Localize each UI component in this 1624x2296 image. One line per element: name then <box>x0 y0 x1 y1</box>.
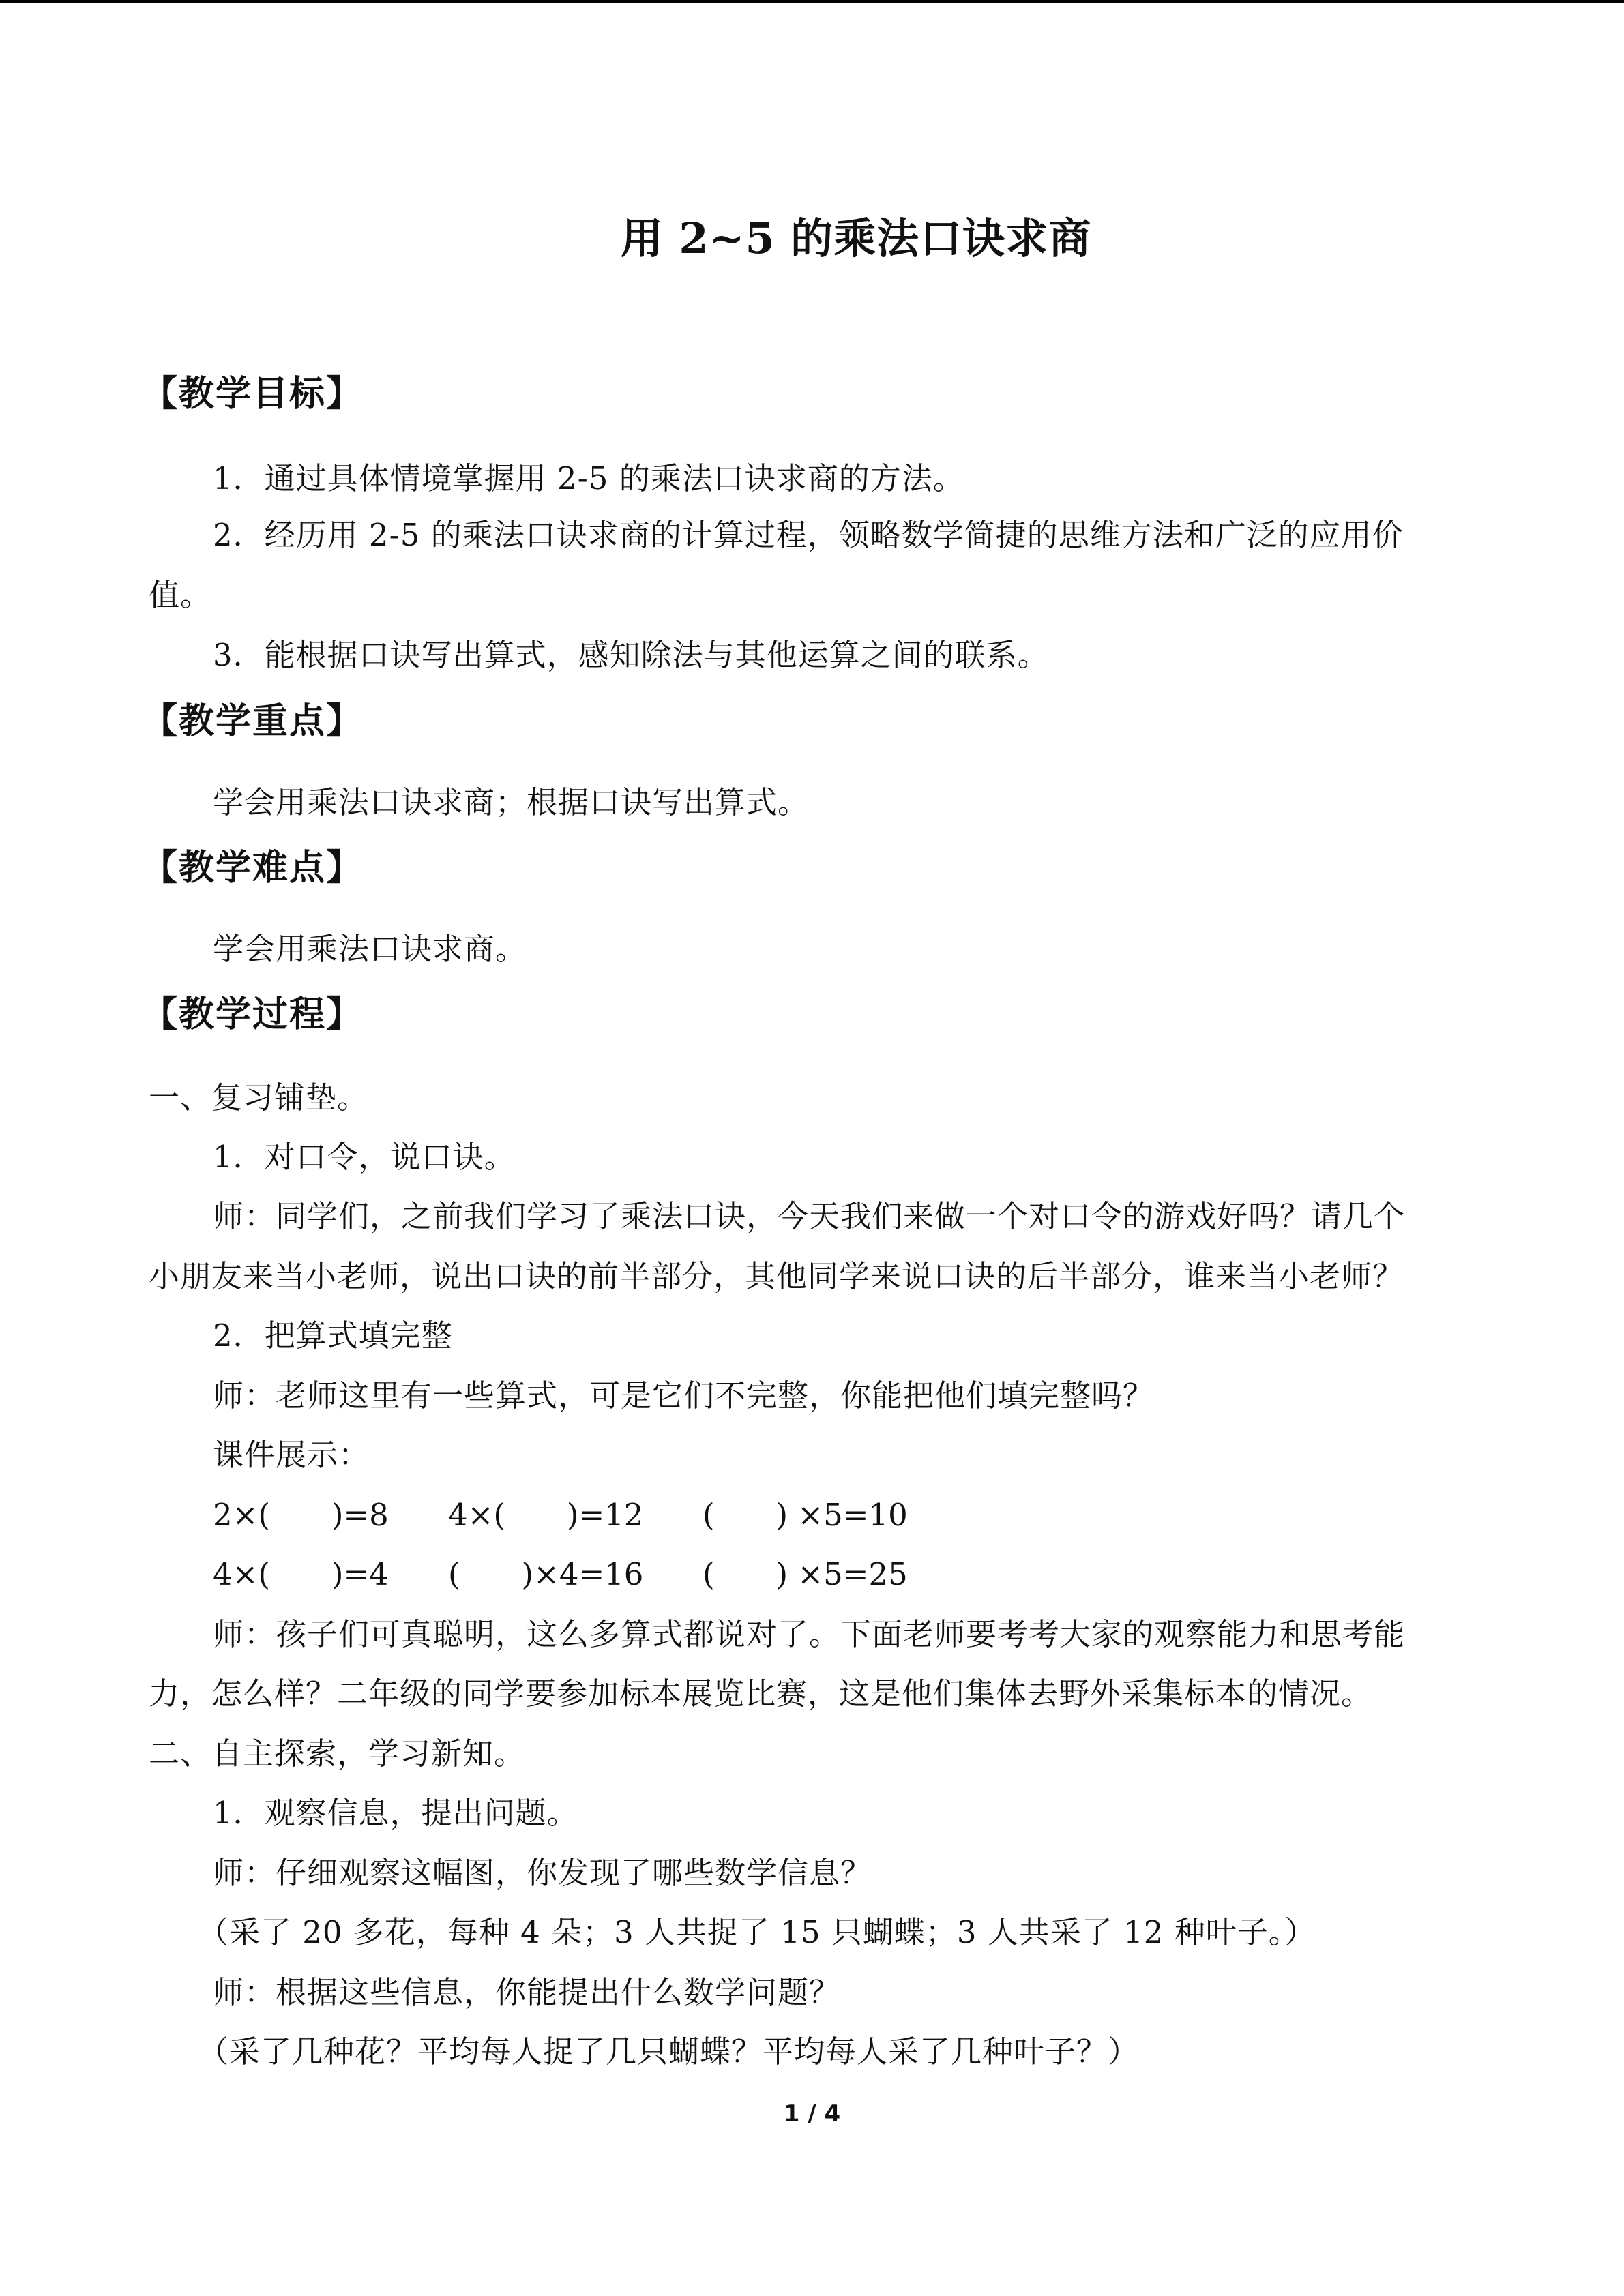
process-line: 力，怎么样？二年级的同学要参加标本展览比赛，这是他们集体去野外采集标本的情况。 <box>149 1675 1373 1712</box>
process-line: 1．观察信息，提出问题。 <box>213 1795 578 1831</box>
goal-item-1: 1．通过具体情境掌握用 2-5 的乘法口诀求商的方法。 <box>213 460 964 496</box>
goal-item-2-continued: 值。 <box>149 577 212 613</box>
equation: 2×( )=8 <box>213 1497 389 1533</box>
process-line: 一、复习铺垫。 <box>149 1079 369 1116</box>
section-heading-difficulties: 【教学难点】 <box>142 847 364 889</box>
section-heading-process: 【教学过程】 <box>142 994 364 1035</box>
document-title: 用 2~5 的乘法口诀求商 <box>620 213 1092 263</box>
process-line: 小朋友来当小老师，说出口诀的前半部分，其他同学来说口诀的后半部分，谁来当小老师？ <box>149 1258 1404 1294</box>
process-line: 1．对口令，说口诀。 <box>213 1139 516 1175</box>
equation: 4×( )=12 <box>448 1497 644 1533</box>
equation: ( ) ×5=10 <box>703 1497 908 1533</box>
difficulties-text: 学会用乘法口诀求商。 <box>213 931 527 967</box>
process-line: 师：同学们，之前我们学习了乘法口诀，今天我们来做一个对口令的游戏好吗？请几个 <box>213 1198 1406 1234</box>
goal-item-2: 2．经历用 2-5 的乘法口诀求商的计算过程，领略数学简捷的思维方法和广泛的应用价 <box>213 517 1404 553</box>
process-line: 课件展示： <box>213 1437 370 1473</box>
process-line: 二、自主探索，学习新知。 <box>149 1735 526 1772</box>
goal-item-3: 3．能根据口诀写出算式，感知除法与其他运算之间的联系。 <box>213 637 1049 673</box>
section-heading-key-points: 【教学重点】 <box>142 700 364 742</box>
process-line: 师：根据这些信息，你能提出什么数学问题？ <box>213 1974 841 2010</box>
equation: ( ) ×5=25 <box>703 1556 908 1592</box>
section-heading-goals: 【教学目标】 <box>142 373 364 415</box>
equation: ( )×4=16 <box>448 1556 644 1592</box>
process-line: 2．把算式填完整 <box>213 1317 453 1354</box>
process-line: （采了 20 多花，每种 4 朵；3 人共捉了 15 只蝴蝶；3 人共采了 12 种叶子。） <box>198 1914 1316 1950</box>
process-line: 师：老师这里有一些算式，可是它们不完整，你能把他们填完整吗？ <box>213 1377 1155 1414</box>
process-line: 师：仔细观察这幅图，你发现了哪些数学信息？ <box>213 1855 872 1891</box>
process-line: 师：孩子们可真聪明，这么多算式都说对了。下面老师要考考大家的观察能力和思考能 <box>213 1616 1406 1652</box>
key-points-text: 学会用乘法口诀求商；根据口诀写出算式。 <box>213 784 810 820</box>
equation: 4×( )=4 <box>213 1556 389 1592</box>
page-number: 1 / 4 <box>783 2100 841 2128</box>
process-line: （采了几种花？平均每人捉了几只蝴蝶？平均每人采了几种叶子？） <box>198 2033 1140 2070</box>
